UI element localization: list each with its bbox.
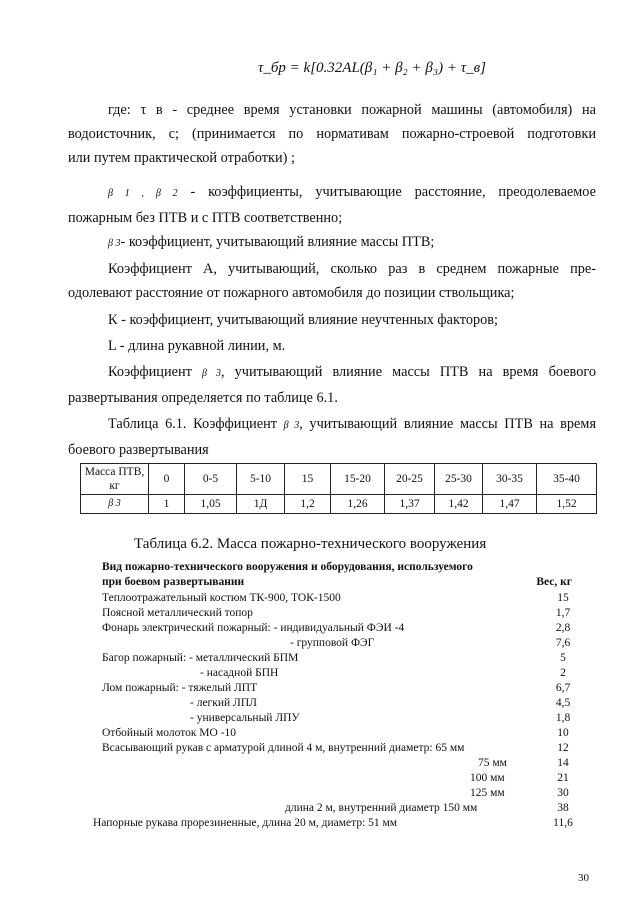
row-value: 10	[557, 727, 569, 739]
table-row	[0, 757, 640, 772]
row-text: - универсальный ЛПУ	[190, 712, 300, 724]
text-line: Коэффициент А, учитывающий, сколько раз в среднем пожарные пре-	[108, 261, 596, 277]
table-row	[0, 742, 640, 757]
text-line: L - длина рукавной линии, м.	[108, 338, 286, 354]
table-row	[0, 772, 640, 787]
row-value: 14	[557, 757, 569, 769]
table-cell: 25-30	[435, 464, 483, 495]
table-row	[0, 787, 640, 802]
formula: τ_бр = k[0.32AL(β₁ + β₂ + β₃) + τ_в]	[258, 60, 486, 76]
row-text: длина 2 м, внутренний диаметр 150 мм	[285, 802, 478, 814]
row-text: Напорные рукава прорезиненные, длина 20 м, диаметр: 51 мм	[93, 817, 398, 829]
table-row	[0, 592, 640, 607]
table-cell: β 3	[81, 495, 149, 514]
table-cell: Масса ПТВ, кг	[81, 464, 149, 495]
row-value: 15	[557, 592, 569, 604]
paragraph-length	[68, 334, 596, 358]
table-row	[0, 637, 640, 652]
row-text: 125 мм	[470, 787, 505, 799]
table-row	[0, 607, 640, 622]
row-value: 21	[557, 772, 569, 784]
text-line: пожарным без ПТВ и с ПТВ соответственно;	[68, 210, 343, 226]
paragraph-coef-beta3	[68, 360, 596, 410]
table2-weight-header: Вес, кг	[536, 576, 572, 588]
text-line	[68, 230, 596, 256]
row-value: 2,8	[555, 622, 571, 634]
row-text: Багор пожарный: - металлический БПМ	[102, 652, 299, 664]
paragraph-beta3	[68, 230, 596, 256]
text-line: где: τ в - среднее время установки пожарной машины (автомобиля) на	[108, 102, 596, 118]
paragraph-definitions	[68, 98, 596, 170]
text-line: развертывания определяется по таблице 6.1.	[68, 390, 338, 406]
row-value: 38	[557, 802, 569, 814]
text-line: одолевают расстояние от пожарного автомобиля до позиции ствольщика;	[68, 285, 515, 301]
beta-symbol: β 3	[283, 420, 300, 431]
row-value: 30	[557, 787, 569, 799]
row-text: 75 мм	[478, 757, 507, 769]
table-row	[0, 727, 640, 742]
text-fragment: - коэффициент, учитывающий влияние массы ПТВ;	[120, 234, 435, 250]
paragraph-beta12	[68, 180, 596, 230]
paragraph-coef-k	[68, 308, 596, 332]
table-cell: 1,26	[331, 495, 385, 514]
row-text: Теплоотражательный костюм ТК-900, ТОК-1500	[102, 592, 341, 604]
row-value: 1,7	[555, 607, 571, 619]
table-cell: 1,42	[435, 495, 483, 514]
text-line: К - коэффициент, учитывающий влияние неучтенных факторов;	[108, 312, 499, 328]
beta-symbol: β 3	[201, 368, 221, 379]
row-text: - групповой ФЭГ	[290, 637, 375, 649]
table-cell: 20-25	[385, 464, 435, 495]
row-value: 11,6	[553, 817, 573, 829]
table-cell: 30-35	[483, 464, 537, 495]
text-fragment: - коэффициенты, учитывающие расстояние, преодолеваемое	[177, 184, 596, 200]
table-cell: 1,05	[185, 495, 237, 514]
row-text: 100 мм	[470, 772, 505, 784]
text-line: водоисточник, с; (принимается по нормативам пожарно-строевой подготовки	[68, 126, 596, 142]
row-text: - легкий ЛПЛ	[190, 697, 257, 709]
text-line: или путем практической отработки) ;	[68, 150, 295, 166]
text-line: боевого развертывания	[68, 442, 209, 458]
text-line	[68, 360, 596, 386]
row-text: Отбойный молоток МО -10	[102, 727, 237, 739]
page-number: 30	[578, 872, 589, 884]
beta-symbol: β 1 , β 2	[108, 188, 178, 199]
table-cell: 0-5	[185, 464, 237, 495]
table-cell: 0	[149, 464, 185, 495]
row-value: 1,8	[555, 712, 571, 724]
table-cell: 1Д	[237, 495, 285, 514]
row-text: Лом пожарный: - тяжелый ЛПТ	[102, 682, 258, 694]
table-row	[0, 817, 640, 832]
row-value: 7,6	[555, 637, 571, 649]
table-cell: 1	[149, 495, 185, 514]
text-fragment: , учитывающий влияние массы ПТВ на время	[299, 416, 597, 432]
table-header-row	[81, 464, 597, 495]
table1-caption	[68, 412, 596, 462]
beta-symbol: β 3	[108, 238, 121, 249]
row-value: 4,5	[555, 697, 571, 709]
table-cell: 35-40	[537, 464, 597, 495]
table-row	[0, 802, 640, 817]
row-value: 5	[560, 652, 566, 664]
table2-title: Таблица 6.2. Масса пожарно-технического вооружения	[134, 536, 487, 552]
table-cell: 1,47	[483, 495, 537, 514]
table-cell: 1,2	[285, 495, 331, 514]
table-row	[0, 622, 640, 637]
text-line	[68, 180, 596, 206]
row-text: Поясной металлический топор	[102, 607, 253, 619]
row-value: 2	[560, 667, 566, 679]
table-row	[81, 495, 597, 514]
row-value: 6,7	[555, 682, 571, 694]
table-row	[0, 652, 640, 667]
table2-header-line: при боевом развертывании	[102, 576, 245, 588]
table2-header-line: Вид пожарно-технического вооружения и оборудования, используемого	[102, 561, 473, 573]
table2-header	[102, 560, 580, 590]
text-fragment: , учитывающий влияние массы ПТВ на время боевого	[220, 364, 597, 380]
paragraph-coef-a	[68, 257, 596, 305]
row-text: Всасывающий рукав с арматурой длиной 4 м, внутренний диаметр: 65 мм	[102, 742, 465, 754]
table-row	[0, 697, 640, 712]
text-fragment: Коэффициент	[108, 364, 192, 380]
table-cell: 5-10	[237, 464, 285, 495]
row-text: - насадной БПН	[200, 667, 279, 679]
table-cell: 15-20	[331, 464, 385, 495]
text-line	[68, 412, 596, 438]
table-cell: 1,52	[537, 495, 597, 514]
text-fragment: Таблица 6.1. Коэффициент	[108, 416, 277, 432]
table-cell: 1,37	[385, 495, 435, 514]
row-text: Фонарь электрический пожарный: - индивидуальный ФЭИ -4	[102, 622, 405, 634]
table-row	[0, 712, 640, 727]
table-beta3	[80, 463, 597, 514]
row-value: 12	[557, 742, 569, 754]
table-row	[0, 667, 640, 682]
table-cell: 15	[285, 464, 331, 495]
table-row	[0, 682, 640, 697]
